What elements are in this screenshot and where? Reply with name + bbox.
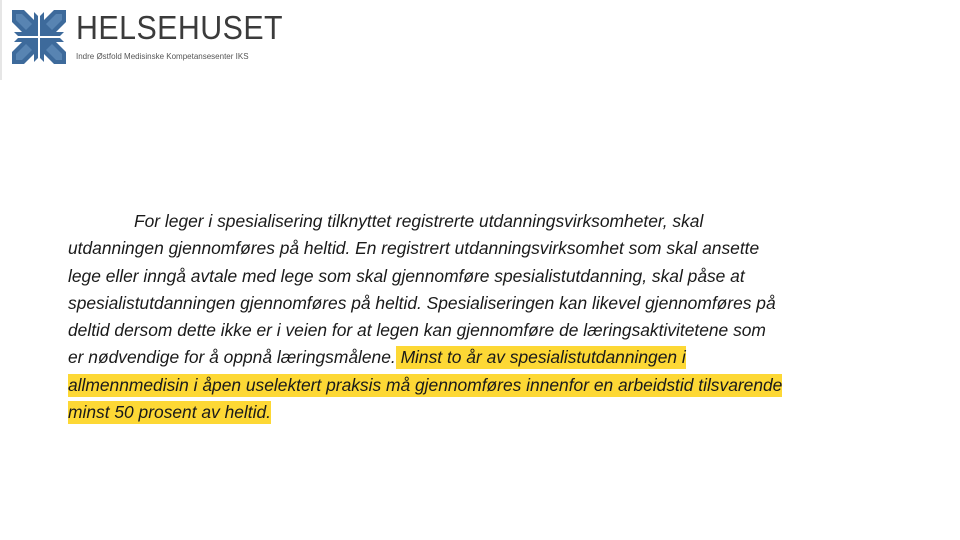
logo-text (76, 8, 301, 62)
highlighted-text: allmennmedisin i åpen uselektert praksis må gjennomføres innenfor en arbeidstid tilsvarende (68, 374, 783, 395)
helsehuset-logo-icon (10, 8, 68, 66)
paragraph-line (68, 372, 898, 399)
logo-subtitle: Indre Østfold Medisinske Kompetansesenter IKS (76, 52, 249, 61)
left-edge-rule (0, 0, 2, 80)
paragraph-line-text: er nødvendige for å oppnå læringsmålene. (68, 347, 396, 368)
paragraph-line: deltid dersom dette ikke er i veien for at legen kan gjennomføre de læringsaktivitetene som (68, 320, 766, 341)
quoted-paragraph (68, 208, 898, 426)
logo-title: HELSEHUSET (76, 9, 284, 46)
paragraph-line: utdanningen gjennomføres på heltid. En registrert utdanningsvirksomhet som skal ansette (68, 238, 760, 259)
paragraph-line (68, 208, 898, 235)
highlighted-text: Minst to år av spesialistutdanningen i (395, 347, 686, 368)
paragraph-line: lege eller inngå avtale med lege som skal gjennomføre spesialistutdanning, skal påse at (68, 265, 745, 286)
paragraph-line: spesialistutdanningen gjennomføres på heltid. Spesialiseringen kan likevel gjennomføres på (68, 292, 776, 313)
paragraph-line-text: For leger i spesialisering tilknyttet registrerte utdanningsvirksomheter, skal (134, 211, 704, 231)
paragraph-line (68, 399, 898, 426)
highlighted-text: minst 50 prosent av heltid. (68, 402, 271, 423)
logo (10, 8, 301, 66)
paragraph-line (68, 344, 898, 371)
